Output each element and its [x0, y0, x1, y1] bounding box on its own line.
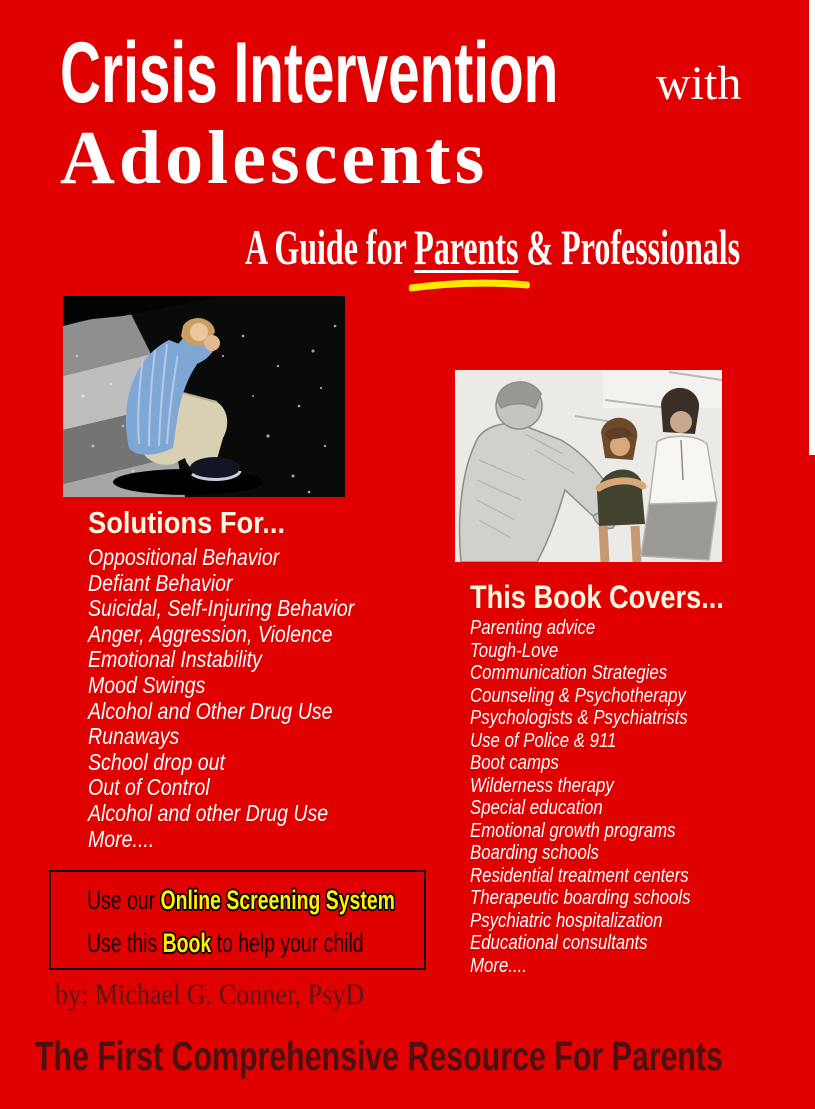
solutions-item: Oppositional Behavior: [88, 544, 280, 570]
promo-line-2: [87, 927, 364, 959]
covers-item: Psychologists & Psychiatrists: [470, 706, 688, 729]
family-counseling-sketch-photo: [455, 370, 722, 562]
solutions-item: Suicidal, Self-Injuring Behavior: [88, 595, 355, 622]
covers-item: Educational consultants: [470, 931, 648, 954]
solutions-item: Alcohol and Other Drug Use: [88, 697, 333, 724]
covers-item: Use of Police & 911: [470, 728, 617, 752]
solutions-item: Anger, Aggression, Violence: [88, 620, 333, 647]
title-with: with: [656, 57, 742, 110]
covers-item: Therapeutic boarding schools: [470, 886, 691, 909]
promo-line2-suffix: to help your child: [211, 928, 364, 958]
author-credit: by: Michael G. Conner, PsyD: [55, 978, 365, 1011]
promo-line-1: [87, 884, 395, 916]
solutions-item: Out of Control: [88, 774, 210, 801]
subtitle-suffix: & Professionals: [518, 219, 741, 275]
solutions-item: More....: [88, 825, 155, 852]
solutions-item: Runaways: [88, 723, 180, 750]
bottom-tagline: The First Comprehensive Resource For Parents: [35, 1033, 723, 1079]
yellow-swoosh-underline: [409, 278, 530, 292]
subtitle-parents-underlined: Parents: [414, 222, 518, 272]
solutions-heading: Solutions For...: [88, 505, 286, 540]
subtitle-prefix: A Guide for: [245, 219, 415, 275]
covers-item: Psychiatric hospitalization: [470, 908, 663, 932]
solutions-item: Defiant Behavior: [88, 569, 233, 596]
covers-item: Tough-Love: [470, 638, 559, 662]
subtitle: [245, 219, 741, 275]
covers-heading: This Book Covers...: [470, 579, 724, 615]
depressed-teen-photo: [63, 296, 345, 497]
covers-list: [470, 617, 691, 977]
covers-item: Boarding schools: [470, 841, 599, 864]
online-screening-system-highlight: Online Screening System: [160, 885, 395, 915]
solutions-item: School drop out: [88, 748, 225, 775]
book-highlight: Book: [162, 928, 212, 958]
covers-item: Special education: [470, 796, 603, 819]
covers-item: Residential treatment centers: [470, 863, 689, 887]
covers-item: Boot camps: [470, 751, 559, 774]
covers-item: Emotional growth programs: [470, 818, 676, 842]
title-line2: Adolescents: [60, 116, 489, 200]
promo-box: [49, 870, 426, 970]
promo-line1-prefix: Use our: [87, 885, 161, 915]
covers-item: Parenting advice: [470, 616, 596, 639]
solutions-item: Mood Swings: [88, 671, 206, 698]
solutions-list: [88, 545, 354, 852]
covers-item: Communication Strategies: [470, 661, 668, 684]
page-edge-strip: [809, 0, 815, 455]
solutions-item: Emotional Instability: [88, 646, 262, 673]
title-line1: Crisis Intervention: [60, 25, 559, 121]
solutions-item: Alcohol and other Drug Use: [88, 799, 329, 826]
covers-item: More....: [470, 953, 527, 977]
covers-item: Wilderness therapy: [470, 773, 614, 797]
promo-line2-prefix: Use this: [87, 928, 163, 958]
covers-item: Counseling & Psychotherapy: [470, 683, 686, 707]
